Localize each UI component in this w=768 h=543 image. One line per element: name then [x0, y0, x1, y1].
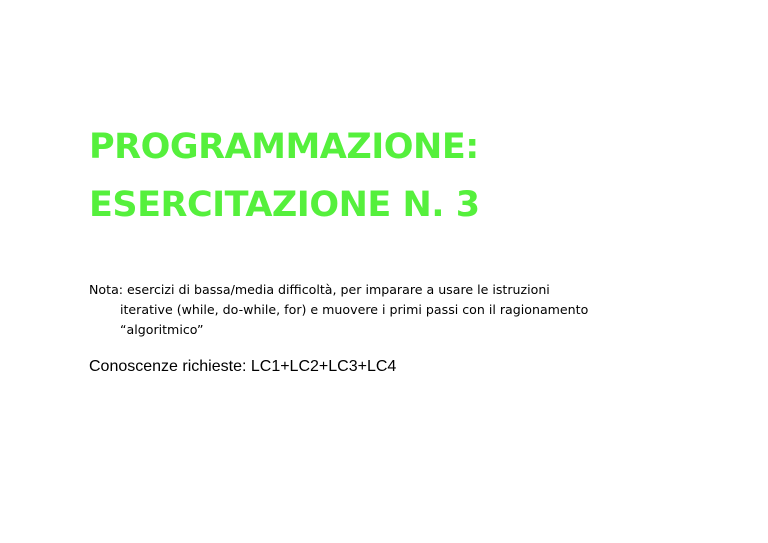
note-line-1: esercizi di bassa/media difficoltà, per imparare a usare le istruzioni — [127, 282, 550, 297]
note-label: Nota: — [89, 282, 124, 297]
title-line-1: PROGRAMMAZIONE: — [89, 127, 479, 167]
title-line-2: ESERCITAZIONE N. 3 — [89, 185, 480, 225]
note-line-3: “algoritmico” — [120, 322, 204, 337]
required-knowledge: Conoscenze richieste: LC1+LC2+LC3+LC4 — [89, 358, 397, 375]
note-first-row — [89, 280, 689, 300]
note-block — [89, 280, 689, 340]
slide-title — [89, 118, 480, 234]
note-line-2: iterative (while, do-while, for) e muovere i primi passi con il ragionamento — [120, 302, 589, 317]
